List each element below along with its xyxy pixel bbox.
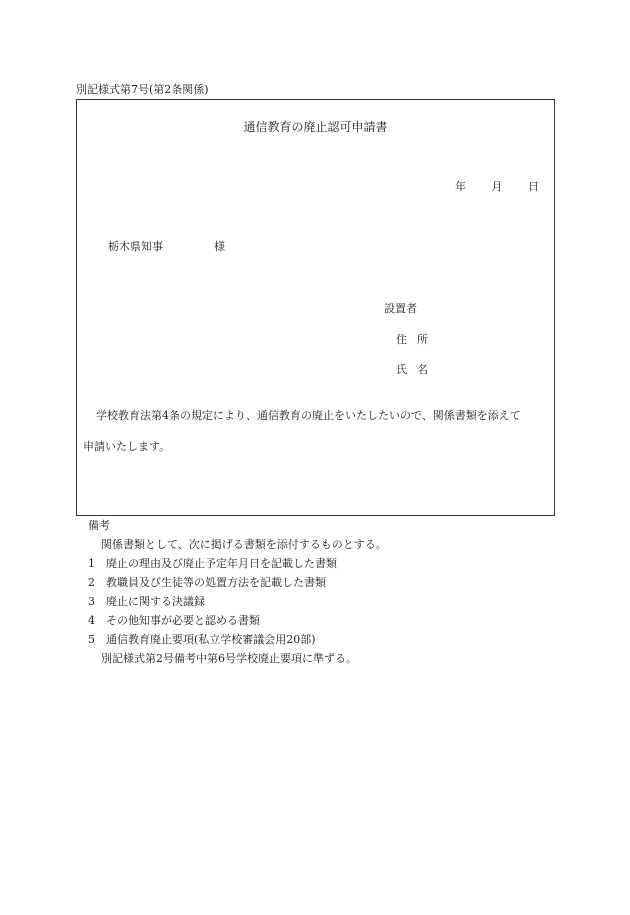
founder-address-label: 住所: [396, 333, 438, 346]
year-label: 年: [455, 180, 466, 193]
application-body-line1: 学校教育法第4条の規定により、通信教育の廃止をいたしたいので、関係書類を添えて: [96, 409, 521, 422]
application-form-box: [76, 99, 555, 516]
month-label: 月: [491, 180, 503, 193]
founder-label: 設置者: [384, 302, 417, 315]
form-number-label: 別記様式第7号(第2条関係): [76, 83, 209, 96]
remarks-item-2-text: 教職員及び生徒等の処置方法を記載した書類: [106, 576, 326, 589]
remarks-item-1-number: 1: [88, 557, 95, 570]
addressee-honorific: 様: [214, 240, 225, 253]
remarks-item-3-text: 廃止に関する決議録: [106, 595, 205, 608]
founder-name-label: 氏名: [396, 363, 438, 376]
addressee-name: 栃木県知事: [108, 240, 163, 253]
remarks-item-4-text: その他知事が必要と認める書類: [106, 614, 260, 627]
remarks-heading: 備考: [88, 519, 110, 532]
remarks-intro: 関係書類として、次に掲げる書類を添付するものとする。: [101, 538, 387, 551]
date-fields: [455, 181, 539, 192]
remarks-item-3-number: 3: [88, 595, 95, 608]
remarks-item-2-number: 2: [88, 576, 95, 589]
remarks-item-4-number: 4: [88, 614, 95, 627]
remarks-item-5-number: 5: [88, 633, 95, 646]
application-body-line2: 申請いたします。: [83, 440, 171, 453]
remarks-note: 別記様式第2号備考中第6号学校廃止要項に準ずる。: [101, 652, 357, 665]
remarks-item-1-text: 廃止の理由及び廃止予定年月日を記載した書類: [106, 557, 337, 570]
form-title: 通信教育の廃止認可申請書: [243, 120, 388, 134]
remarks-item-5-text: 通信教育廃止要項(私立学校審議会用20部): [106, 633, 316, 646]
day-label: 日: [528, 180, 539, 193]
